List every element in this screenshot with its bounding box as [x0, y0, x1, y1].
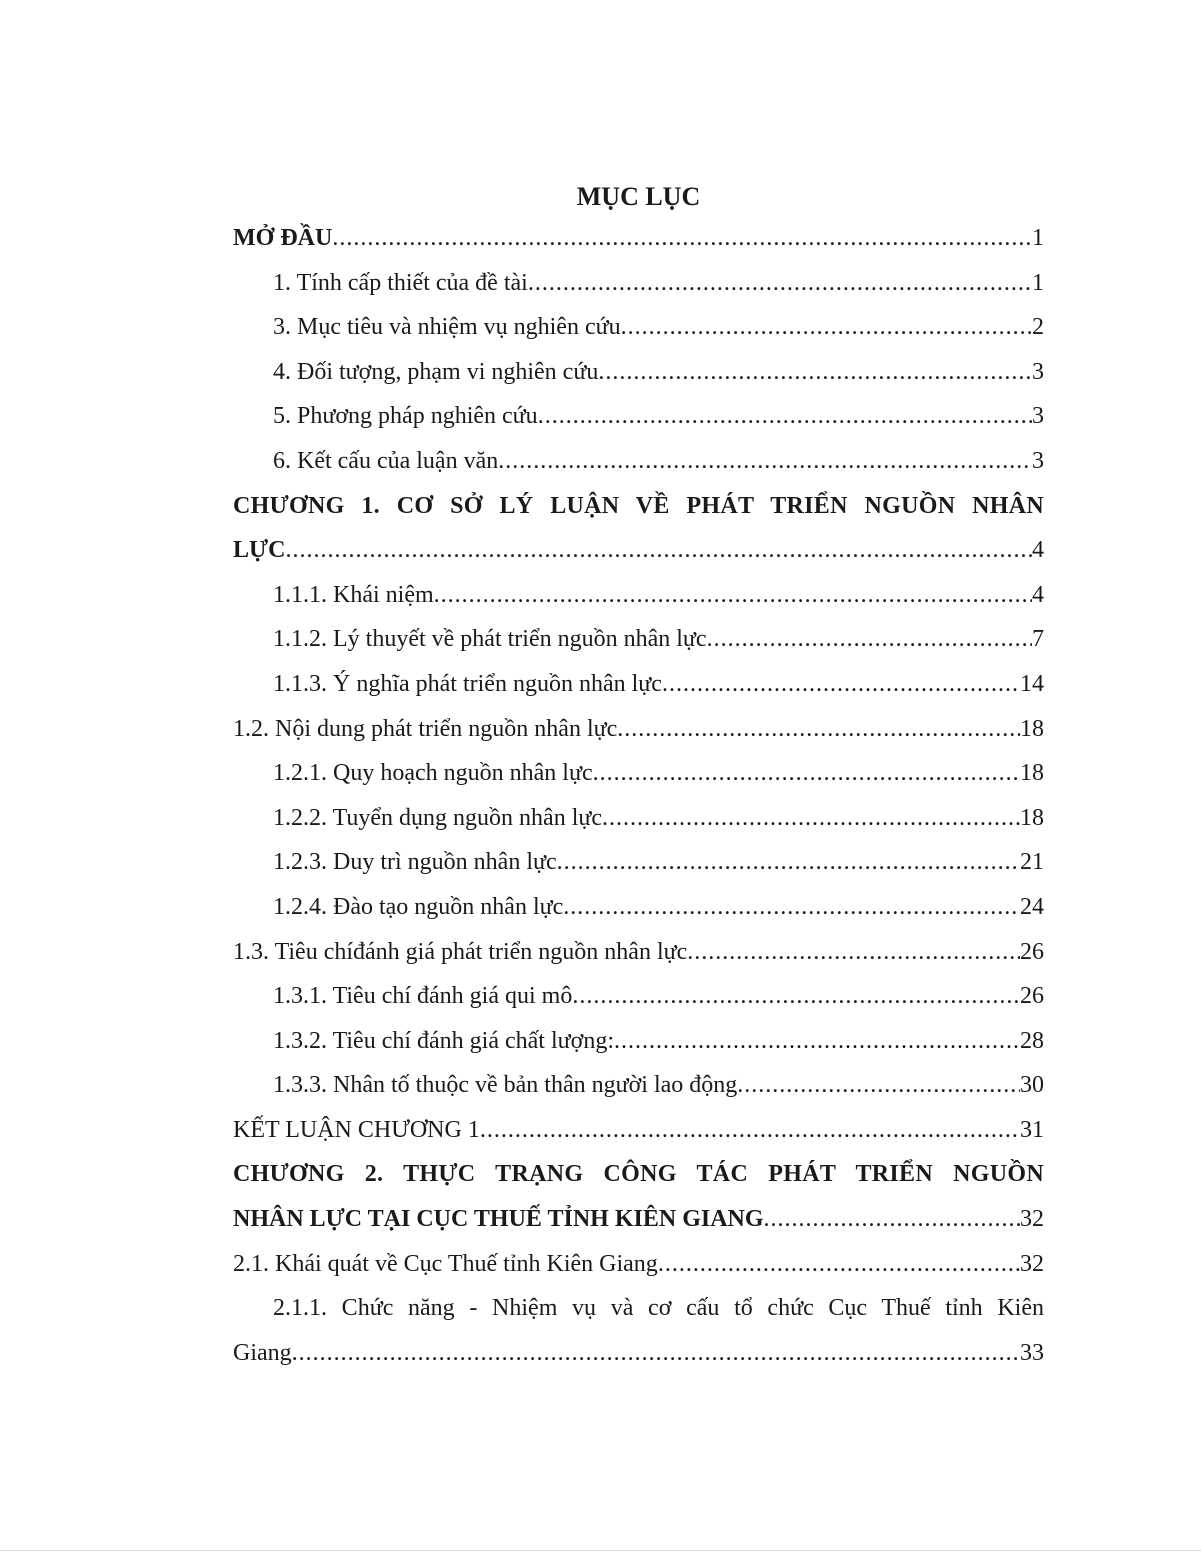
toc-entry-page: 18 [1020, 715, 1044, 742]
toc-entry-page: 3 [1032, 358, 1044, 385]
toc-entry-label: 1.1.3. Ý nghĩa phát triển nguồn nhân lực [273, 670, 662, 697]
toc-chapter-1-heading[interactable]: CHƯƠNG 1. CƠ SỞ LÝ LUẬN VỀ PHÁT TRIỂN NGUỒN NHÂN [233, 492, 1044, 519]
toc-entry-1-3-1[interactable] [233, 974, 1044, 1019]
dot-leader [662, 662, 1020, 707]
toc-entry-label: 1.1.1. Khái niệm [273, 581, 434, 608]
toc-entry-label: 1.2.3. Duy trì nguồn nhân lực [273, 849, 557, 876]
toc-entry-label: 3. Mục tiêu và nhiệm vụ nghiên cứu [273, 314, 621, 341]
toc-entry-page: 21 [1020, 849, 1044, 876]
toc-entry-page: 33 [1020, 1339, 1044, 1366]
toc-entry-page: 32 [1020, 1250, 1044, 1277]
dot-leader [528, 261, 1032, 306]
dot-leader [687, 930, 1020, 975]
toc-entry-page: 3 [1032, 403, 1044, 430]
toc-entry-page: 26 [1020, 938, 1044, 965]
toc-entry-page: 4 [1032, 537, 1044, 564]
toc-entry-label: 1.3.1. Tiêu chí đánh giá qui mô [273, 983, 573, 1010]
toc-entry-page: 1 [1032, 269, 1044, 296]
toc-entry-label: 1.1.2. Lý thuyết về phát triển nguồn nhân lực [273, 626, 707, 653]
toc-entry-label: LỰC [233, 537, 286, 564]
toc-entry-1-1-2[interactable] [233, 617, 1044, 662]
toc-entry-label: NHÂN LỰC TẠI CỤC THUẾ TỈNH KIÊN GIANG [233, 1206, 764, 1233]
dot-leader [285, 528, 1032, 573]
toc-entry-page: 18 [1020, 804, 1044, 831]
toc-entry-6[interactable] [233, 439, 1044, 484]
toc-entry-label: 1.2.4. Đào tạo nguồn nhân lực [273, 893, 564, 920]
dot-leader [563, 885, 1020, 930]
toc-entry-4[interactable] [233, 350, 1044, 395]
dot-leader [598, 350, 1032, 395]
toc-entry-1-2-1[interactable] [233, 751, 1044, 796]
page-bottom-rule [0, 1550, 1201, 1551]
dot-leader [557, 840, 1020, 885]
toc-entry-conclusion-1[interactable] [233, 1108, 1044, 1153]
toc-entry-label: 1.2.1. Quy hoạch nguồn nhân lực [273, 760, 593, 787]
toc-chapter-2-heading[interactable]: CHƯƠNG 2. THỰC TRẠNG CÔNG TÁC PHÁT TRIỂN NGUỒN [233, 1161, 1044, 1188]
dot-leader [332, 216, 1032, 261]
toc-entry-1-1-1[interactable] [233, 573, 1044, 618]
toc-entry-page: 31 [1020, 1116, 1044, 1143]
toc-entry-1-2-2[interactable] [233, 796, 1044, 841]
toc-entry-label: 2.1. Khái quát về Cục Thuế tỉnh Kiên Giang [233, 1250, 658, 1277]
toc-page [233, 178, 1044, 1375]
toc-entry-label: 1.2.2. Tuyển dụng nguồn nhân lực [273, 804, 603, 831]
toc-entry-chapter-2[interactable] [233, 1197, 1044, 1242]
toc-entry-1-1-3[interactable] [233, 662, 1044, 707]
toc-entry-chapter-1[interactable] [233, 528, 1044, 573]
toc-entry-2-1[interactable] [233, 1242, 1044, 1287]
dot-leader [593, 751, 1020, 796]
dot-leader [658, 1242, 1020, 1287]
toc-entry-label: 4. Đối tượng, phạm vi nghiên cứu [273, 358, 599, 385]
dot-leader [621, 305, 1032, 350]
toc-entry-label: 1.3.2. Tiêu chí đánh giá chất lượng: [273, 1027, 615, 1054]
toc-entry-page: 28 [1020, 1027, 1044, 1054]
toc-entry-page: 32 [1020, 1206, 1044, 1233]
toc-entry-page: 30 [1020, 1072, 1044, 1099]
toc-entry-1[interactable] [233, 261, 1044, 306]
toc-entry-page: 14 [1020, 670, 1044, 697]
toc-entry-label: 1.3. Tiêu chíđánh giá phát triển nguồn nhân lực [233, 938, 688, 965]
toc-entry-1-2[interactable] [233, 707, 1044, 752]
toc-entry-page: 4 [1032, 581, 1044, 608]
toc-entry-1-3-3[interactable] [233, 1063, 1044, 1108]
dot-leader [614, 1019, 1020, 1064]
dot-leader [292, 1331, 1020, 1376]
dot-leader [572, 974, 1020, 1019]
dot-leader [707, 617, 1032, 662]
toc-entry-label: 1.3.3. Nhân tố thuộc về bản thân người lao động [273, 1072, 738, 1099]
toc-entry-label: 5. Phương pháp nghiên cứu [273, 403, 538, 430]
dot-leader [602, 796, 1020, 841]
toc-entry-label: KẾT LUẬN CHƯƠNG 1 [233, 1116, 480, 1143]
toc-entry-page: 24 [1020, 893, 1044, 920]
toc-entry-page: 26 [1020, 983, 1044, 1010]
toc-entry-3[interactable] [233, 305, 1044, 350]
toc-list [233, 216, 1044, 1375]
toc-title: MỤC LỤC [576, 182, 701, 211]
dot-leader [538, 394, 1032, 439]
toc-entry-page: 7 [1032, 626, 1044, 653]
toc-entry-mo-dau[interactable] [233, 216, 1044, 261]
dot-leader [617, 707, 1020, 752]
toc-entry-label: MỞ ĐẦU [233, 225, 333, 251]
dot-leader [480, 1108, 1020, 1153]
toc-entry-1-3[interactable] [233, 930, 1044, 975]
dot-leader [764, 1197, 1020, 1242]
toc-entry-page: 18 [1020, 760, 1044, 787]
dot-leader [434, 573, 1032, 618]
toc-entry-page: 2 [1032, 314, 1044, 341]
dot-leader [737, 1063, 1020, 1108]
toc-entry-label: Giang [233, 1339, 292, 1366]
toc-entry-label: 1.2. Nội dung phát triển nguồn nhân lực [233, 715, 618, 742]
toc-section-2-1-1-heading[interactable]: 2.1.1. Chức năng - Nhiệm vụ và cơ cấu tổ chức Cục Thuế tỉnh Kiên [273, 1295, 1044, 1322]
toc-entry-label: 1. Tính cấp thiết của đề tài [273, 269, 528, 296]
toc-entry-label: 6. Kết cấu của luận văn [273, 447, 499, 474]
toc-entry-2-1-1[interactable] [233, 1331, 1044, 1376]
toc-entry-page: 1 [1032, 225, 1044, 251]
toc-entry-1-3-2[interactable] [233, 1019, 1044, 1064]
toc-entry-1-2-4[interactable] [233, 885, 1044, 930]
toc-entry-1-2-3[interactable] [233, 840, 1044, 885]
dot-leader [498, 439, 1032, 484]
toc-entry-page: 3 [1032, 447, 1044, 474]
toc-entry-5[interactable] [233, 394, 1044, 439]
